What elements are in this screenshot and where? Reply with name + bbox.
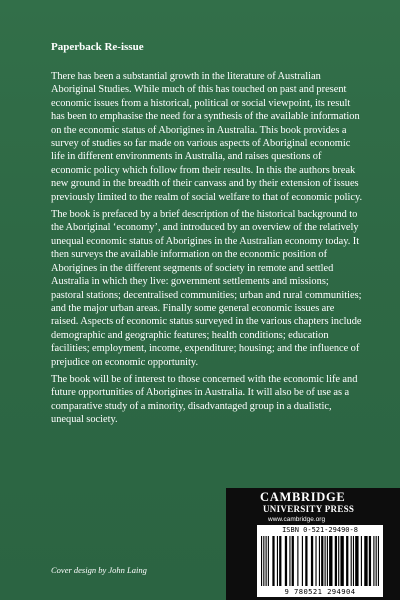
publisher-url: www.cambridge.org <box>268 516 326 523</box>
blurb-text <box>51 70 363 431</box>
barcode-bar <box>364 536 367 586</box>
barcode-bar <box>285 536 287 586</box>
barcode-bar <box>266 536 267 586</box>
barcode-bar <box>279 536 281 586</box>
reissue-heading: Paperback Re-issue <box>51 41 144 53</box>
barcode-bar <box>346 536 348 586</box>
publisher-name: CAMBRIDGE <box>260 490 346 504</box>
barcode-bar <box>263 536 264 586</box>
ean-number: 9 780521 294904 <box>284 587 356 596</box>
barcode-bar <box>277 536 278 586</box>
blurb-paragraph: The book will be of interest to those concerned with the economic life and future opportunities of Aborigines in Australia. It will also be of use as a comparative study of a minority, disadvantaged group in a dualistic, unequal society. <box>51 373 358 426</box>
barcode-bar <box>369 536 371 586</box>
publisher-press: UNIVERSITY PRESS <box>263 504 355 514</box>
barcode-bar <box>378 536 379 586</box>
barcode-icon <box>259 536 381 586</box>
barcode-bar <box>315 536 316 586</box>
barcode-bar <box>289 536 290 586</box>
barcode-bar <box>335 536 337 586</box>
barcode-bar <box>325 536 326 586</box>
barcode-bar <box>376 536 377 586</box>
barcode-bar <box>373 536 374 586</box>
barcode-bar <box>261 536 262 586</box>
barcode-bar <box>321 536 323 586</box>
barcode-bar <box>338 536 339 586</box>
barcode-bar <box>305 536 307 586</box>
barcode-bar <box>272 536 274 586</box>
blurb-paragraph: There has been a substantial growth in the literature of Australian Aboriginal Studies. While much of this has touched on past and present economic issues from a historical, political or social viewpoint, its result has been to emphasise the need for a synthesis of the available information on the economic status of Aborigines in Australia. This book provides a survey of studies so far made on various aspects of Aboriginal economic life in different environments in Australia, and raises questions of economic policy which follow from their results. In this the authors break new ground in the breadth of their canvass and by their extension of issues previously limited to the realm of social welfare to that of economic policy. <box>51 71 363 203</box>
barcode-bar <box>361 536 362 586</box>
barcode-bar <box>353 536 354 586</box>
barcode-bar <box>340 536 343 586</box>
barcode-bar <box>351 536 352 586</box>
isbn-number: ISBN 0-521-29490-8 <box>282 526 358 534</box>
barcode-bar <box>292 536 294 586</box>
blurb-paragraph: The book is prefaced by a brief description of the historical background to the Aboriginal ‘economy’, and introduced by an overview of the relatively unequal economic status of Aborigines in the Australian economy today. It then surveys the available information on the economic position of Aborigines in the different segments of society in remote and settled Australia in which they live: government settlements and missions; pastoral stations; decentralised communities; urban and rural communities; and the major urban areas. Finally some general economic issues are raised. Aspects of economic status surveyed in the various chapters include demographic and geographic features; health conditions; education facilities; employment, income, expenditure; housing; and the influence of prejudice on economic opportunity. <box>51 209 362 368</box>
barcode-bar <box>302 536 303 586</box>
barcode-bar <box>297 536 298 586</box>
publisher-imprint-box <box>226 488 400 600</box>
cover-design-credit: Cover design by John Laing <box>51 565 147 575</box>
barcode-bar <box>327 536 328 586</box>
barcode-bar <box>268 536 269 586</box>
barcode-bar <box>355 536 358 586</box>
isbn-barcode <box>257 525 383 597</box>
barcode-bar <box>311 536 313 586</box>
barcode-bar <box>319 536 320 586</box>
barcode-bar <box>329 536 332 586</box>
